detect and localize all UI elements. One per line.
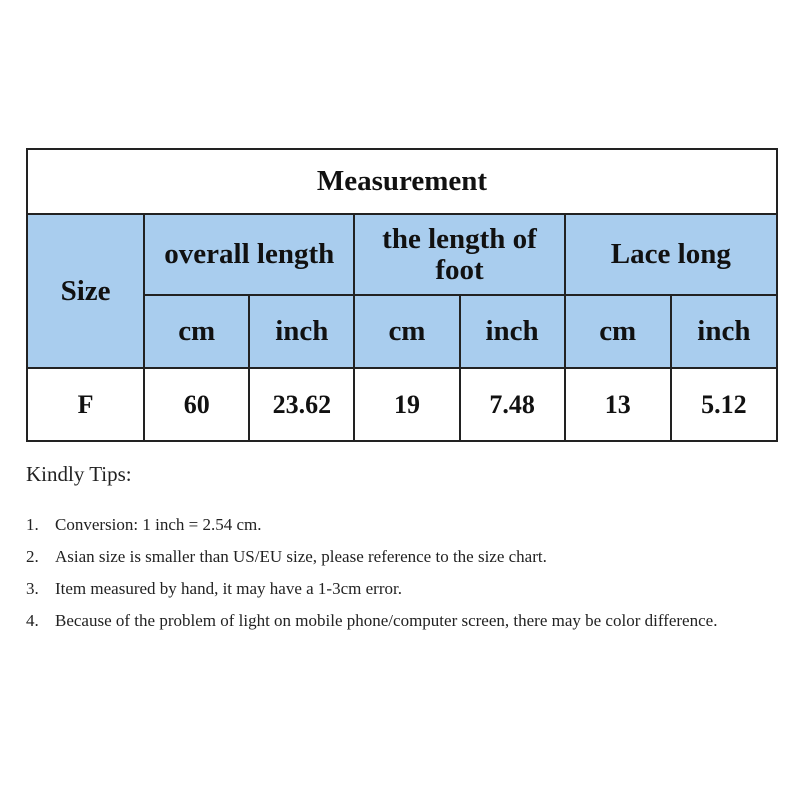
- unit-header-inch: inch: [249, 295, 354, 368]
- unit-header-cm: cm: [354, 295, 459, 368]
- size-header: Size: [27, 214, 144, 368]
- list-item: [26, 541, 766, 573]
- lace-long-cm-cell: 13: [565, 368, 671, 441]
- kindly-tips-section: [26, 462, 766, 637]
- unit-header-inch: inch: [671, 295, 777, 368]
- table-row: [27, 368, 777, 441]
- tip-number: 1.: [26, 515, 39, 534]
- unit-header-cm: cm: [144, 295, 249, 368]
- tip-number: 3.: [26, 579, 39, 598]
- lace-long-inch-cell: 5.12: [671, 368, 777, 441]
- tip-text: Because of the problem of light on mobile phone/computer screen, there may be color difference.: [55, 611, 718, 630]
- size-chart-table: [26, 148, 778, 442]
- group-header-overall-length: overall length: [144, 214, 354, 295]
- group-header-lace-long: Lace long: [565, 214, 777, 295]
- tip-text: Item measured by hand, it may have a 1-3cm error.: [55, 579, 402, 598]
- size-cell: F: [27, 368, 144, 441]
- tip-text: Asian size is smaller than US/EU size, please reference to the size chart.: [55, 547, 547, 566]
- tip-number: 2.: [26, 547, 39, 566]
- tips-heading: Kindly Tips:: [26, 462, 132, 486]
- group-header-foot-length: the length of foot: [354, 214, 564, 295]
- header-row-groups: [27, 214, 777, 295]
- tip-text: Conversion: 1 inch = 2.54 cm.: [55, 515, 262, 534]
- foot-length-cm-cell: 19: [354, 368, 459, 441]
- unit-header-cm: cm: [565, 295, 671, 368]
- table-title: Measurement: [27, 149, 777, 214]
- table-title-row: [27, 149, 777, 214]
- tips-list: [26, 509, 766, 637]
- overall-length-cm-cell: 60: [144, 368, 249, 441]
- overall-length-inch-cell: 23.62: [249, 368, 354, 441]
- unit-header-inch: inch: [460, 295, 565, 368]
- foot-length-inch-cell: 7.48: [460, 368, 565, 441]
- list-item: [26, 605, 766, 637]
- list-item: [26, 573, 766, 605]
- tip-number: 4.: [26, 611, 39, 630]
- list-item: [26, 509, 766, 541]
